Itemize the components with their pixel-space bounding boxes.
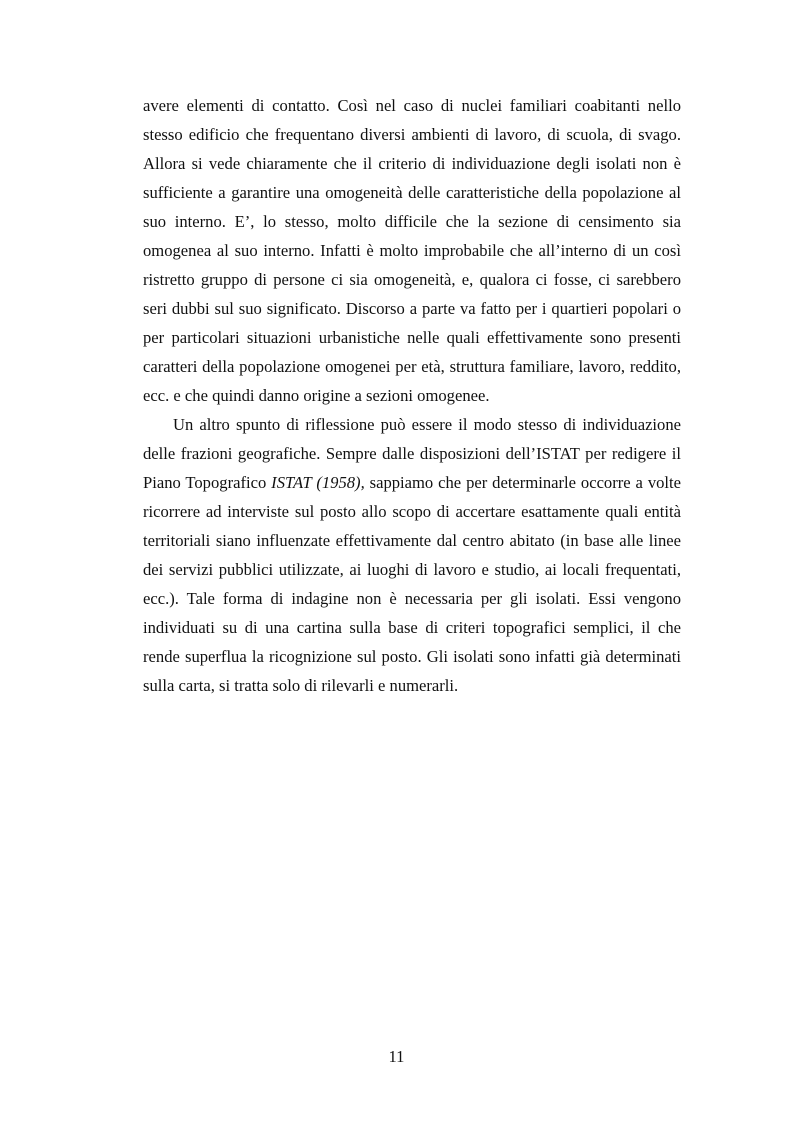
paragraph-2-text-before: Un altro spunto di riflessione può essere il modo stesso di individuazione delle frazioni geografiche. Sempre dalle disposizioni dell’ISTAT per redigere il Piano Topografico: [143, 415, 681, 492]
page-body: [143, 91, 681, 700]
paragraph-2-text-after: sappiamo che per determinarle occorre a volte ricorrere ad interviste sul posto allo scopo di accertare esattamente quali entità territoriali siano influenzate effettivamente dal centro abitato (in base alle linee dei servizi pubblici utilizzate, ai luoghi di lavoro e studio, ai locali frequentati, ecc.). Tale forma di indagine non è necessaria per gli isolati. Essi vengono individuati su di una cartina sulla base di criteri topografici semplici, il che rende superflua la ricognizione sul posto. Gli isolati sono infatti già determinati sulla carta, si tratta solo di rilevarli e numerarli.: [143, 473, 681, 695]
page-number: 11: [388, 1047, 405, 1066]
paragraph-2: [143, 410, 681, 700]
citation-istat-1958: ISTAT (1958),: [271, 473, 365, 492]
paragraph-1: avere elementi di contatto. Così nel caso di nuclei familiari coabitanti nello stesso edificio che frequentano diversi ambienti di lavoro, di scuola, di svago. Allora si vede chiaramente che il criterio di individuazione degli isolati non è sufficiente a garantire una omogeneità delle caratteristiche della popolazione al suo interno. E’, lo stesso, molto difficile che la sezione di censimento sia omogenea al suo interno. Infatti è molto improbabile che all’interno di un così ristretto gruppo di persone ci sia omogeneità, e, qualora ci fosse, ci sarebbero seri dubbi sul suo significato. Discorso a parte va fatto per i quartieri popolari o per particolari situazioni urbanistiche nelle quali effettivamente sono presenti caratteri della popolazione omogenei per età, struttura familiare, lavoro, reddito, ecc. e che quindi danno origine a sezioni omogenee.: [143, 96, 681, 405]
